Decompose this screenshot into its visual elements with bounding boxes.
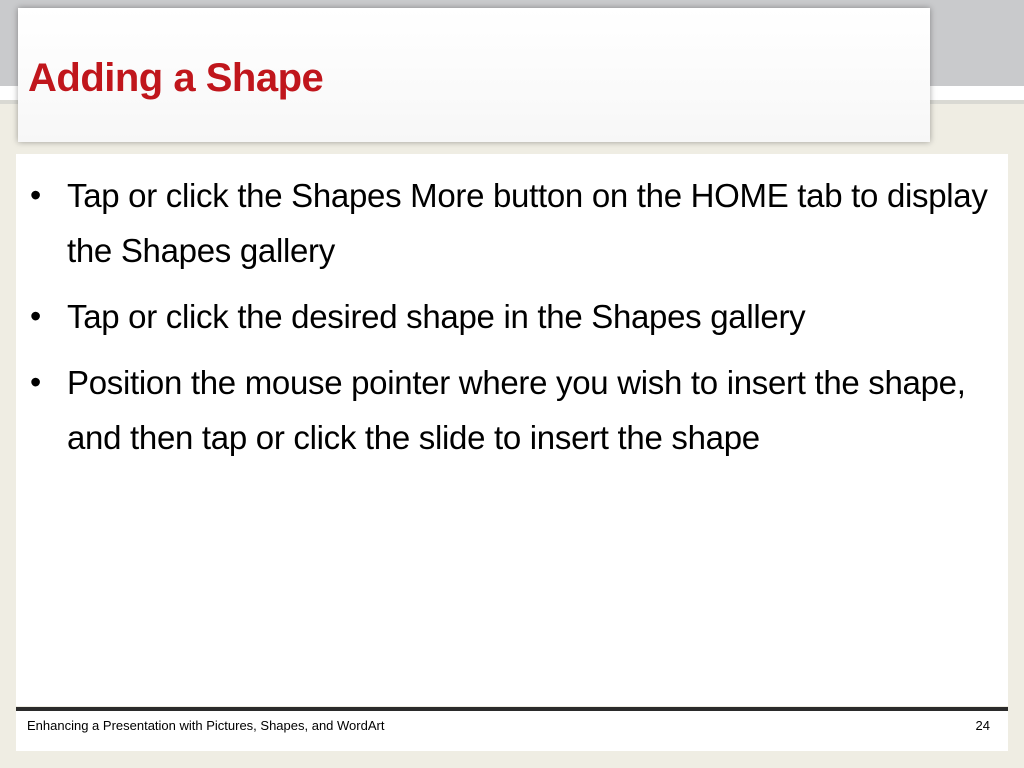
bullet-item-1 <box>30 168 1000 278</box>
bullet-item-2 <box>30 289 1000 344</box>
bullet-list <box>30 168 1000 476</box>
bullet-marker: • <box>30 364 41 400</box>
bullet-marker: • <box>30 177 41 213</box>
bullet-text: Position the mouse pointer where you wish to insert the shape, and then tap or click the slide to insert the shape <box>67 364 966 456</box>
bullet-text: Tap or click the desired shape in the Shapes gallery <box>67 298 806 335</box>
bullet-item-3 <box>30 355 1000 465</box>
content-placeholder[interactable] <box>16 154 1008 706</box>
footer <box>16 711 1008 751</box>
slide-number: 24 <box>975 718 990 733</box>
bullet-marker: • <box>30 298 41 334</box>
title-placeholder[interactable] <box>18 8 930 142</box>
slide-title: Adding a Shape <box>28 56 324 100</box>
footer-text: Enhancing a Presentation with Pictures, Shapes, and WordArt <box>27 718 385 733</box>
bullet-text: Tap or click the Shapes More button on the HOME tab to display the Shapes gallery <box>67 177 988 269</box>
